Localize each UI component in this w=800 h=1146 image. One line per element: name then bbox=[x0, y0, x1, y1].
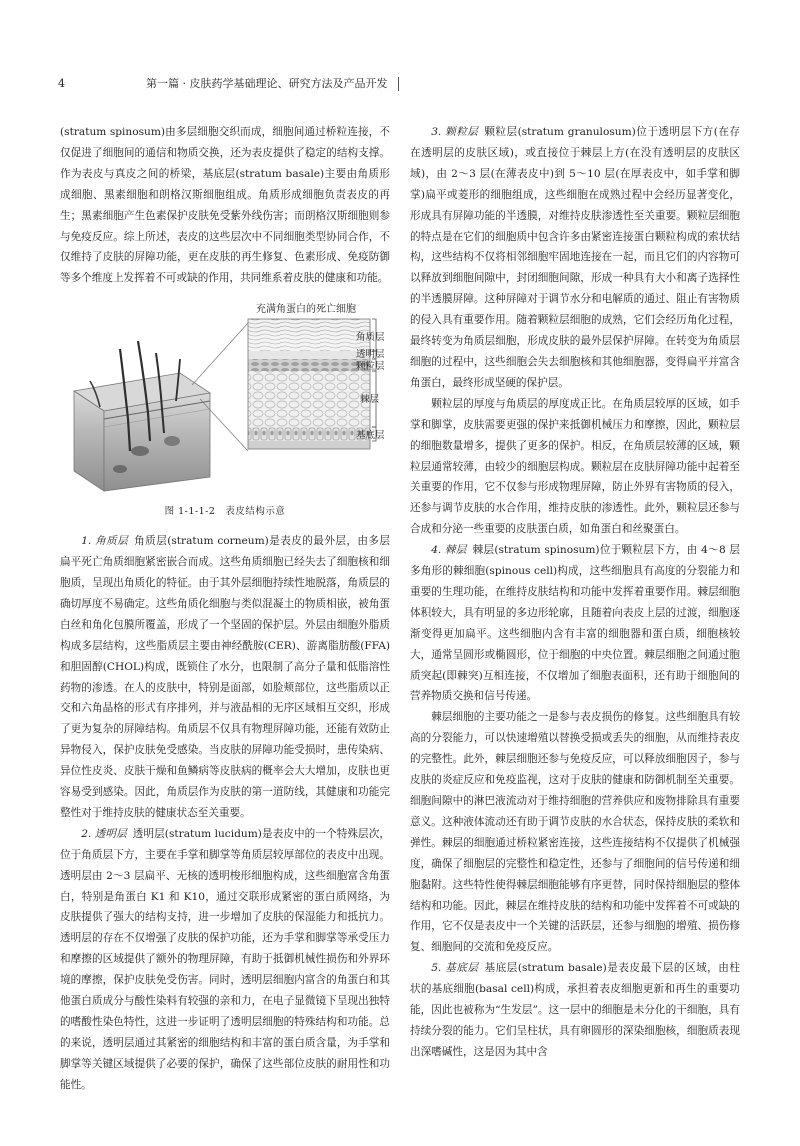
section-spinosum bbox=[410, 540, 740, 707]
paragraph: 棘层细胞的主要功能之一是参与表皮损伤的修复。这些细胞具有较高的分裂能力，可以快速增殖以替换受损或丢失的细胞，从而维持表皮的完整性。此外，棘层细胞还参与免疫反应，可以释放细胞因子，参与皮肤的炎症反应和免疫监视，这对于皮肤的健康和防御机制至关重要。细胞间隙中的淋巴液流动对于维持细胞的营养供应和废物排除具有重要意义。这种液体流动还有助于调节皮肤的水合状态，保持皮肤的柔软和弹性。棘层的细胞通过桥粒紧密连接，这些连接结构不仅提供了机械强度，确保了细胞层的完整性和稳定性，还参与了细胞间的信号传递和细胞黏附。这些特性使得棘层细胞能够有序更替，同时保持细胞层的整体结构和功能。因此，棘层在维持皮肤的结构和功能中发挥着不可或缺的作用，它不仅是表皮中一个关键的活跃层，还参与细胞的增殖、损伤修复、细胞间的交流和免疫反应。 bbox=[410, 711, 740, 954]
paragraph: 颗粒层的厚度与角质层的厚度成正比。在角质层较厚的区域，如手掌和脚掌，皮肤需要更强的保护来抵御机械压力和摩擦，因此，颗粒层的细胞数量增多，提供了更多的保护。相反，在角质层较薄的区域，颗粒层通常较薄，由较少的细胞层构成。颗粒层在皮肤屏障功能中起着至关重要的作用，它不仅参与形成物理屏障，防止外界有害物质的侵入，还参与调节皮肤的水合作用，维持皮肤的渗透性。此外，颗粒层还参与合成和分泌一些重要的皮肤蛋白质，如角蛋白和丝聚蛋白。 bbox=[410, 397, 740, 536]
section-heading: 2. 透明层 bbox=[81, 827, 127, 840]
running-title: 第一篇 · 皮肤药学基础理论、研究方法及产品开发 bbox=[146, 77, 388, 90]
label-stratum-basale: 基底层 bbox=[356, 430, 385, 442]
section-heading: 4. 棘层 bbox=[431, 544, 467, 557]
figure-caption: 图 1-1-1-2 表皮结构示意 bbox=[164, 506, 286, 518]
section-heading: 5. 基底层 bbox=[431, 962, 479, 975]
skin-block bbox=[74, 341, 210, 491]
left-column bbox=[60, 122, 390, 1096]
figure-top-label: 充满角蛋白的死亡细胞 bbox=[256, 304, 356, 316]
epidermis-figure bbox=[60, 301, 390, 496]
epidermis-diagram bbox=[60, 301, 390, 496]
running-header bbox=[58, 74, 748, 94]
label-stratum-lucidum: 透明层 bbox=[356, 349, 385, 361]
section-text: 角质层(stratum corneum)是表皮的最外层，由多层扁平死亡角质细胞紧密嵌合而成。这些角质细胞已经失去了细胞核和细胞质，呈现出角质化的特征。由于其外层细胞持续性地脱落，角质层的确切厚度不易确定。这些角质化细胞与类似混凝土的物质相嵌，被角蛋白丝和角化包膜所覆盖，形成了一个坚固的保护层。外层由细胞外脂质构成多层结构，这些脂质层主要由神经酰胺(CER)、游离脂肪酸(FFA)和胆固醇(CHOL)构成，既锁住了水分，也限制了高分子量和低脂溶性药物的渗透。在人的皮肤中，特别是面部，如脸颊部位，这些脂质以正交和六角晶格的形式有序排列，并与液晶相的无序区域相互交织，形成了更为复杂的屏障结构。角质层不仅具有物理屏障功能，还能有效防止异物侵入，保护皮肤免受感染。当皮肤的屏障功能受损时，患传染病、异位性皮炎、皮肤干燥和鱼鳞病等皮肤病的概率会大大增加，皮肤也更容易受到感染。因此，角质层作为皮肤的第一道防线，其健康和功能完整性对于维持皮肤的健康状态至关重要。 bbox=[60, 535, 391, 819]
label-stratum-granulosum: 颗粒层 bbox=[356, 361, 385, 373]
right-column bbox=[410, 122, 740, 1063]
section-text: 基底层(stratum basale)是表皮最下层的区域，由柱状的基底细胞(basal cell)构成，承担着表皮细胞更新和再生的重要功能，因此也被称为“生发层”。这一层中的细胞是未分化的干细胞，具有持续分裂的能力。它们呈柱状，具有卵圆形的深染细胞核，细胞质表现出深嗜碱性，这是因为其中含 bbox=[410, 962, 740, 1058]
section-basale bbox=[410, 958, 740, 1063]
label-stratum-corneum: 角质层 bbox=[356, 332, 385, 344]
section-granulosum bbox=[410, 122, 740, 394]
section-text: 透明层(stratum lucidum)是表皮中的一个特殊层次，位于角质层下方，主要在手掌和脚掌等角质层较厚部位的表皮中出现。透明层由 2～3 层扁平、无核的透明梭形细胞构成，这些细胞富含角蛋白，特别是角蛋白 K1 和 K10，通过交联形成紧密的蛋白质网络，为皮肤提供了强大的结构支持，进一步增加了皮肤的保湿能力和抵抗力。透明层的存在不仅增强了皮肤的保护功能，还为手掌和脚掌等承受压力和摩擦的区域提供了额外的物理屏障，有助于抵御机械性损伤和外界环境的摩擦，保护皮肤免受伤害。同时，透明层细胞内富含的角蛋白和其他蛋白质成分与酸性染料有较强的亲和力，在电子显微镜下呈现出独特的嗜酸性染色特性，这进一步证明了透明层细胞的特殊结构和功能。总的来说，透明层通过其紧密的细胞结构和丰富的蛋白质含量，为手掌和脚掌等关键区域提供了必要的保护，确保了这些部位皮肤的耐用性和功能性。 bbox=[60, 827, 391, 1091]
paragraph: (stratum spinosum)由多层细胞交织而成，细胞间通过桥粒连接，不仅促进了细胞间的通信和物质交换，还为表皮提供了稳定的结构支撑。作为表皮与真皮之间的桥梁，基底层(stratum basale)主要由角质形成细胞、黑素细胞和朗格汉斯细胞组成。角质形成细胞负责表皮的再生；黑素细胞产生色素保护皮肤免受紫外线伤害；而朗格汉斯细胞则参与免疫反应。综上所述，表皮的这些层次中不同细胞类型协同合作，不仅维持了皮肤的屏障功能，更在皮肤的再生修复、色素形成、免疫防御等多个维度上发挥着不可或缺的作用，共同维系着皮肤的健康和功能。 bbox=[60, 126, 390, 285]
label-stratum-spinosum: 棘层 bbox=[360, 394, 380, 406]
header-divider bbox=[398, 77, 399, 91]
section-text: 棘层(stratum spinosum)位于颗粒层下方，由 4～8 层多角形的棘细胞(spinous cell)构成，这些细胞具有高度的分裂能力和重要的生理功能，在维持皮肤结构和功能中发挥着重要作用。棘层细胞体积较大，具有明显的多边形轮廓，且随着向表皮上层的过渡，细胞逐渐变得更加扁平。这些细胞内含有丰富的细胞器和蛋白质，细胞核较大，通常呈圆形或椭圆形，位于细胞的中央位置。棘层细胞之间通过胞质突起(即棘突)互相连接，不仅增加了细胞表面积，还有助于细胞间的营养物质交换和信号传递。 bbox=[410, 544, 740, 703]
section-text: 颗粒层(stratum granulosum)位于透明层下方(在存在透明层的皮肤区域)，或直接位于棘层上方(在没有透明层的皮肤区域)，由 2～3 层(在薄表皮中)到 5～10 层(在厚表皮中，如手掌和脚掌)扁平或菱形的细胞组成，这些细胞在成熟过程中会经历显著变化，形成具有屏障功能的半透膜，对维持皮肤渗透性至关重要。颗粒层细胞的特点是在它们的细胞质中包含许多由紧密连接蛋白颗粒构成的索状结构，这些结构不仅将相邻细胞牢固地连接在一起，而且它们的内容物可以释放到细胞间隙中，封闭细胞间隙，形成一种具有大小和离子选择性的半透膜屏障。这种屏障对于调节水分和电解质的通过、阻止有害物质的侵入具有重要作用。随着颗粒层细胞的成熟，它们会经历角化过程，最终转变为角质层细胞，形成皮肤的最外层保护屏障。在转变为角质层细胞的过程中，这些细胞会失去细胞核和其他细胞器，变得扁平并富含角蛋白，最终形成坚硬的保护层。 bbox=[410, 126, 740, 389]
section-lucidum bbox=[60, 824, 390, 1096]
section-heading: 3. 颗粒层 bbox=[431, 126, 479, 138]
page-number: 4 bbox=[58, 77, 65, 90]
section-heading: 1. 角质层 bbox=[81, 535, 129, 548]
section-corneum bbox=[60, 531, 390, 824]
